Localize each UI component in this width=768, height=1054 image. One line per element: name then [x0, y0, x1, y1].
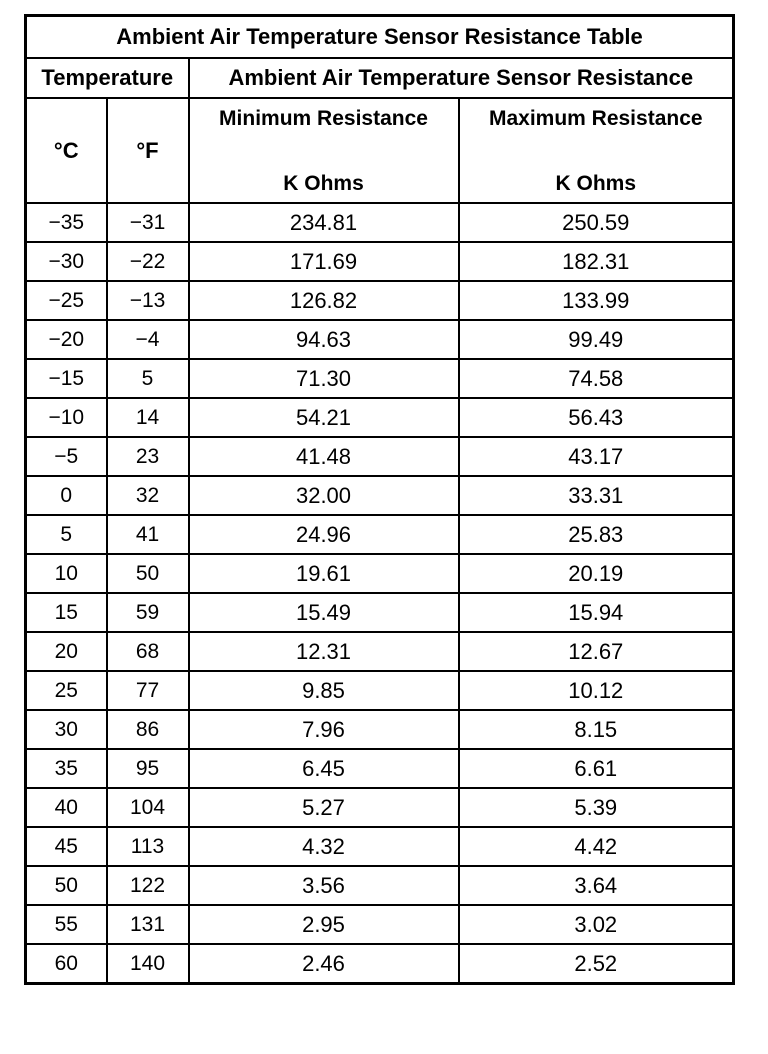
- table-row: [26, 905, 734, 944]
- max-resistance-cell: 74.58: [459, 359, 734, 398]
- min-resistance-cell: 5.27: [189, 788, 459, 827]
- fahrenheit-cell: 14: [107, 398, 189, 437]
- max-resistance-cell: 3.64: [459, 866, 734, 905]
- max-resistance-header: [459, 98, 734, 203]
- table-row: [26, 671, 734, 710]
- fahrenheit-cell: 59: [107, 593, 189, 632]
- celsius-cell: 45: [26, 827, 107, 866]
- fahrenheit-cell: 95: [107, 749, 189, 788]
- table-row: [26, 749, 734, 788]
- group-header-row: [26, 58, 734, 98]
- table-row: [26, 476, 734, 515]
- celsius-cell: −20: [26, 320, 107, 359]
- max-resistance-label: Maximum Resistance: [488, 107, 703, 130]
- max-resistance-cell: 43.17: [459, 437, 734, 476]
- resistance-group-header: Ambient Air Temperature Sensor Resistance: [189, 58, 734, 98]
- min-resistance-cell: 7.96: [189, 710, 459, 749]
- fahrenheit-cell: 50: [107, 554, 189, 593]
- max-resistance-cell: 10.12: [459, 671, 734, 710]
- celsius-cell: 35: [26, 749, 107, 788]
- table-title: Ambient Air Temperature Sensor Resistance Table: [26, 16, 734, 59]
- fahrenheit-cell: 113: [107, 827, 189, 866]
- max-resistance-cell: 250.59: [459, 203, 734, 242]
- celsius-cell: −30: [26, 242, 107, 281]
- min-resistance-cell: 234.81: [189, 203, 459, 242]
- max-resistance-cell: 2.52: [459, 944, 734, 984]
- min-resistance-cell: 3.56: [189, 866, 459, 905]
- fahrenheit-cell: 122: [107, 866, 189, 905]
- celsius-cell: −5: [26, 437, 107, 476]
- table-row: [26, 281, 734, 320]
- fahrenheit-cell: 131: [107, 905, 189, 944]
- table-row: [26, 398, 734, 437]
- fahrenheit-cell: −31: [107, 203, 189, 242]
- table-row: [26, 788, 734, 827]
- table-row: [26, 242, 734, 281]
- min-resistance-cell: 171.69: [189, 242, 459, 281]
- celsius-cell: −10: [26, 398, 107, 437]
- celsius-cell: −25: [26, 281, 107, 320]
- fahrenheit-cell: 86: [107, 710, 189, 749]
- celsius-cell: 60: [26, 944, 107, 984]
- max-resistance-cell: 8.15: [459, 710, 734, 749]
- min-resistance-cell: 41.48: [189, 437, 459, 476]
- celsius-cell: 40: [26, 788, 107, 827]
- temperature-group-header: Temperature: [26, 58, 189, 98]
- celsius-cell: −35: [26, 203, 107, 242]
- celsius-cell: 25: [26, 671, 107, 710]
- min-resistance-cell: 24.96: [189, 515, 459, 554]
- max-resistance-cell: 133.99: [459, 281, 734, 320]
- title-row: [26, 16, 734, 59]
- table-row: [26, 359, 734, 398]
- max-resistance-unit: K Ohms: [555, 172, 637, 195]
- fahrenheit-cell: 5: [107, 359, 189, 398]
- table-row: [26, 593, 734, 632]
- min-resistance-cell: 71.30: [189, 359, 459, 398]
- fahrenheit-cell: −13: [107, 281, 189, 320]
- fahrenheit-cell: −22: [107, 242, 189, 281]
- max-resistance-cell: 12.67: [459, 632, 734, 671]
- table-row: [26, 203, 734, 242]
- max-resistance-cell: 33.31: [459, 476, 734, 515]
- table-row: [26, 710, 734, 749]
- celsius-cell: 20: [26, 632, 107, 671]
- max-resistance-cell: 4.42: [459, 827, 734, 866]
- table-row: [26, 827, 734, 866]
- min-resistance-header: [189, 98, 459, 203]
- fahrenheit-cell: 41: [107, 515, 189, 554]
- celsius-cell: 55: [26, 905, 107, 944]
- celsius-cell: 50: [26, 866, 107, 905]
- resistance-table: [24, 14, 735, 985]
- min-resistance-cell: 19.61: [189, 554, 459, 593]
- column-header-row: [26, 98, 734, 203]
- min-resistance-cell: 54.21: [189, 398, 459, 437]
- min-resistance-cell: 4.32: [189, 827, 459, 866]
- celsius-cell: 30: [26, 710, 107, 749]
- table-row: [26, 944, 734, 984]
- fahrenheit-cell: −4: [107, 320, 189, 359]
- min-resistance-cell: 6.45: [189, 749, 459, 788]
- table-row: [26, 320, 734, 359]
- max-resistance-cell: 99.49: [459, 320, 734, 359]
- min-resistance-cell: 12.31: [189, 632, 459, 671]
- celsius-cell: 15: [26, 593, 107, 632]
- fahrenheit-cell: 104: [107, 788, 189, 827]
- max-resistance-cell: 6.61: [459, 749, 734, 788]
- max-resistance-cell: 3.02: [459, 905, 734, 944]
- fahrenheit-cell: 68: [107, 632, 189, 671]
- table-row: [26, 632, 734, 671]
- min-resistance-cell: 9.85: [189, 671, 459, 710]
- max-resistance-cell: 182.31: [459, 242, 734, 281]
- fahrenheit-cell: 140: [107, 944, 189, 984]
- max-resistance-cell: 56.43: [459, 398, 734, 437]
- fahrenheit-cell: 23: [107, 437, 189, 476]
- celsius-header: °C: [26, 98, 107, 203]
- table-row: [26, 866, 734, 905]
- fahrenheit-header: °F: [107, 98, 189, 203]
- min-resistance-cell: 32.00: [189, 476, 459, 515]
- min-resistance-cell: 2.46: [189, 944, 459, 984]
- min-resistance-cell: 15.49: [189, 593, 459, 632]
- table-row: [26, 554, 734, 593]
- celsius-cell: 0: [26, 476, 107, 515]
- max-resistance-cell: 15.94: [459, 593, 734, 632]
- fahrenheit-cell: 77: [107, 671, 189, 710]
- celsius-cell: 5: [26, 515, 107, 554]
- min-resistance-cell: 94.63: [189, 320, 459, 359]
- min-resistance-cell: 126.82: [189, 281, 459, 320]
- celsius-cell: 10: [26, 554, 107, 593]
- celsius-cell: −15: [26, 359, 107, 398]
- min-resistance-cell: 2.95: [189, 905, 459, 944]
- fahrenheit-cell: 32: [107, 476, 189, 515]
- max-resistance-cell: 5.39: [459, 788, 734, 827]
- max-resistance-cell: 20.19: [459, 554, 734, 593]
- table-row: [26, 437, 734, 476]
- min-resistance-unit: K Ohms: [283, 172, 364, 195]
- max-resistance-cell: 25.83: [459, 515, 734, 554]
- min-resistance-label: Minimum Resistance: [219, 107, 428, 130]
- table-row: [26, 515, 734, 554]
